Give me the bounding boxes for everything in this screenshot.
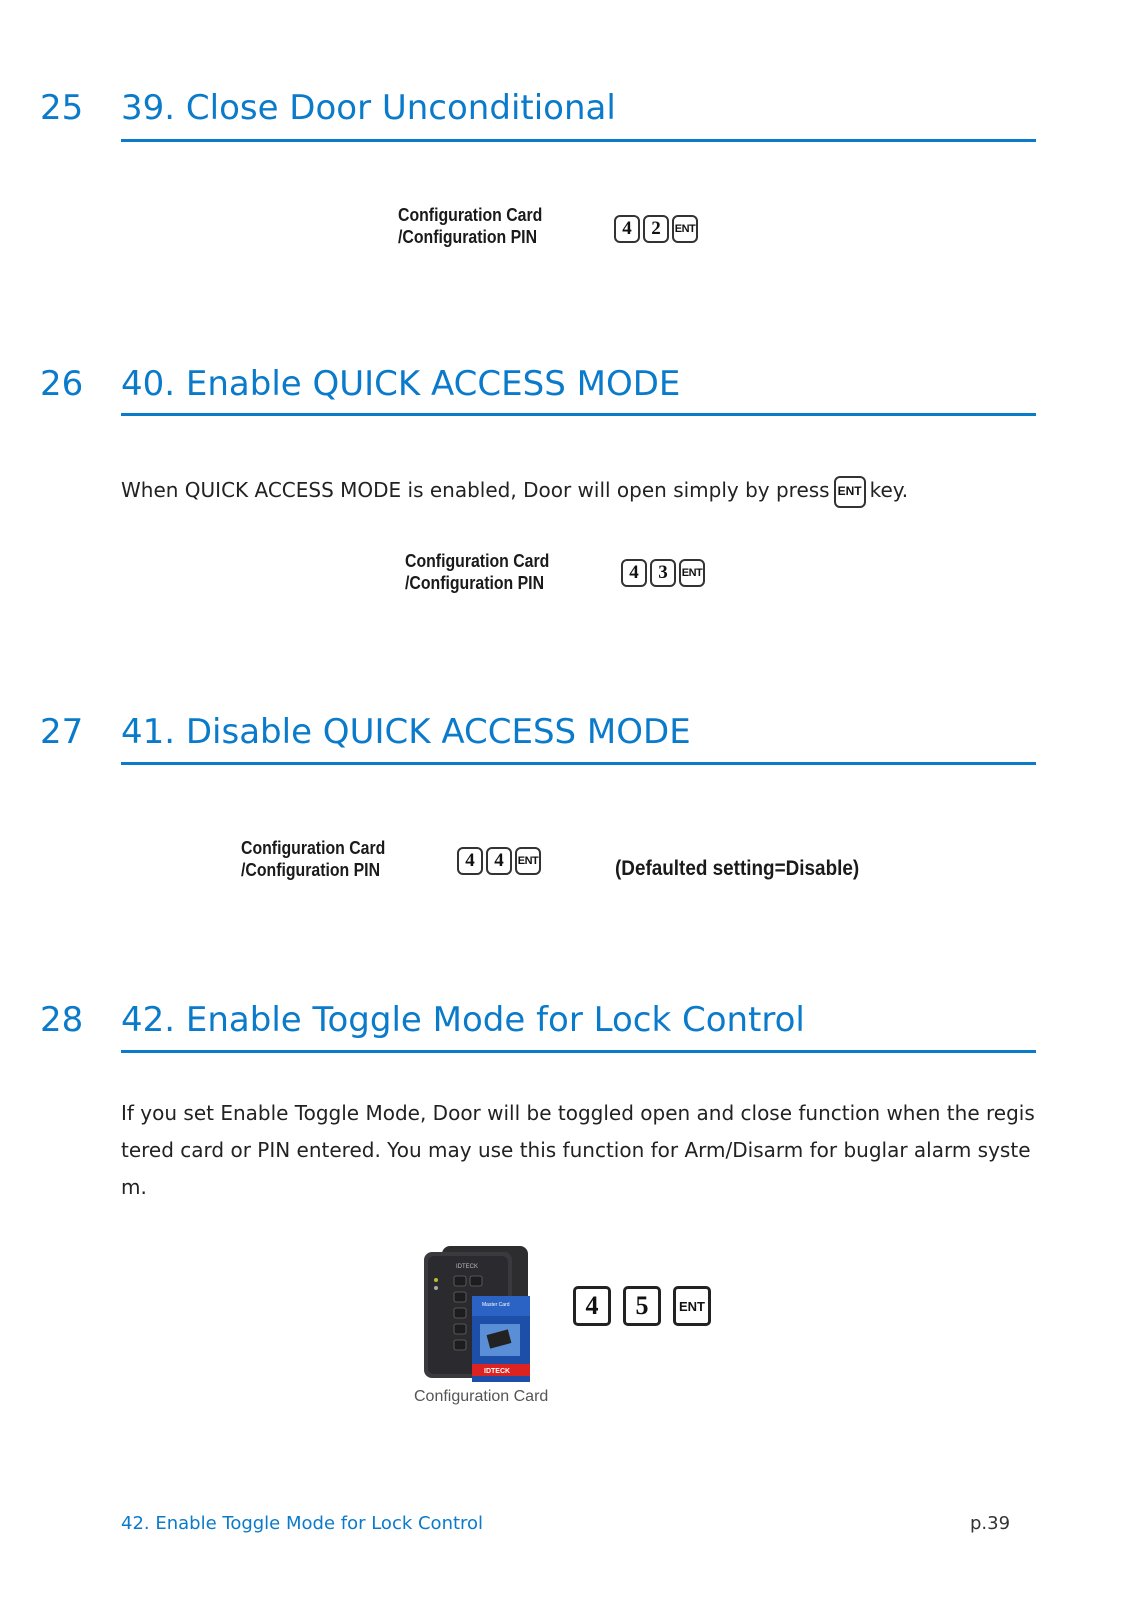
footer-section-title: 42. Enable Toggle Mode for Lock Control (121, 1513, 484, 1534)
section-title: 42. Enable Toggle Mode for Lock Control (121, 1000, 805, 1040)
config-label (405, 550, 549, 594)
key-4: 4 (614, 215, 640, 243)
key-enter: ENT (673, 1286, 711, 1326)
enter-key-icon: ENT (834, 476, 866, 508)
quick-access-description (121, 472, 1036, 509)
config-label-line1: Configuration Card (241, 838, 386, 858)
default-setting-note: (Defaulted setting=Disable) (615, 857, 860, 880)
key-4: 4 (486, 847, 512, 875)
key-sequence (614, 215, 698, 243)
config-label-line1: Configuration Card (405, 551, 550, 571)
key-4: 4 (573, 1286, 611, 1326)
device-brand-text: IDTECK (484, 1368, 511, 1375)
paragraph-line: m. (121, 1175, 147, 1199)
device-card-text: Master Card (482, 1302, 510, 1308)
key-enter: ENT (679, 559, 705, 587)
section-heading-28 (0, 995, 1143, 1045)
description-text: When QUICK ACCESS MODE is enabled, Door will open simply by press (121, 478, 830, 502)
section-number: 25 (40, 88, 84, 128)
paragraph-line: If you set Enable Toggle Mode, Door will be toggled open and close function when the regis (121, 1101, 1035, 1125)
section-title: 41. Disable QUICK ACCESS MODE (121, 712, 691, 752)
config-label-line1: Configuration Card (398, 205, 543, 225)
heading-rule (121, 762, 1036, 765)
toggle-mode-description (121, 1095, 1036, 1206)
heading-rule (121, 413, 1036, 416)
key-2: 2 (643, 215, 669, 243)
device-caption: Configuration Card (414, 1388, 549, 1405)
page-number: p.39 (970, 1513, 1011, 1534)
section-number: 27 (40, 712, 84, 752)
section-title: 39. Close Door Unconditional (121, 88, 616, 128)
config-label-line2: /Configuration PIN (398, 227, 538, 247)
key-enter: ENT (672, 215, 698, 243)
heading-rule (121, 139, 1036, 142)
key-5: 5 (623, 1286, 661, 1326)
key-3: 3 (650, 559, 676, 587)
key-4: 4 (621, 559, 647, 587)
key-4: 4 (457, 847, 483, 875)
config-label-line2: /Configuration PIN (405, 573, 545, 593)
section-heading-26 (0, 359, 1143, 409)
key-sequence (457, 847, 541, 875)
section-number: 26 (40, 364, 84, 404)
paragraph-line: tered card or PIN entered. You may use this function for Arm/Disarm for buglar alarm syste (121, 1138, 1031, 1162)
config-label (241, 837, 385, 881)
heading-rule (121, 1050, 1036, 1053)
card-reader-device-icon (420, 1246, 540, 1386)
section-number: 28 (40, 1000, 84, 1040)
section-heading-25 (0, 83, 1143, 133)
section-title: 40. Enable QUICK ACCESS MODE (121, 364, 681, 404)
svg-text:IDTECK: IDTECK (456, 1264, 479, 1270)
key-enter: ENT (515, 847, 541, 875)
section-heading-27 (0, 707, 1143, 757)
config-label (398, 204, 542, 248)
key-sequence-large (573, 1286, 711, 1326)
config-label-line2: /Configuration PIN (241, 860, 381, 880)
key-sequence (621, 559, 705, 587)
description-text-end: key. (869, 478, 909, 502)
